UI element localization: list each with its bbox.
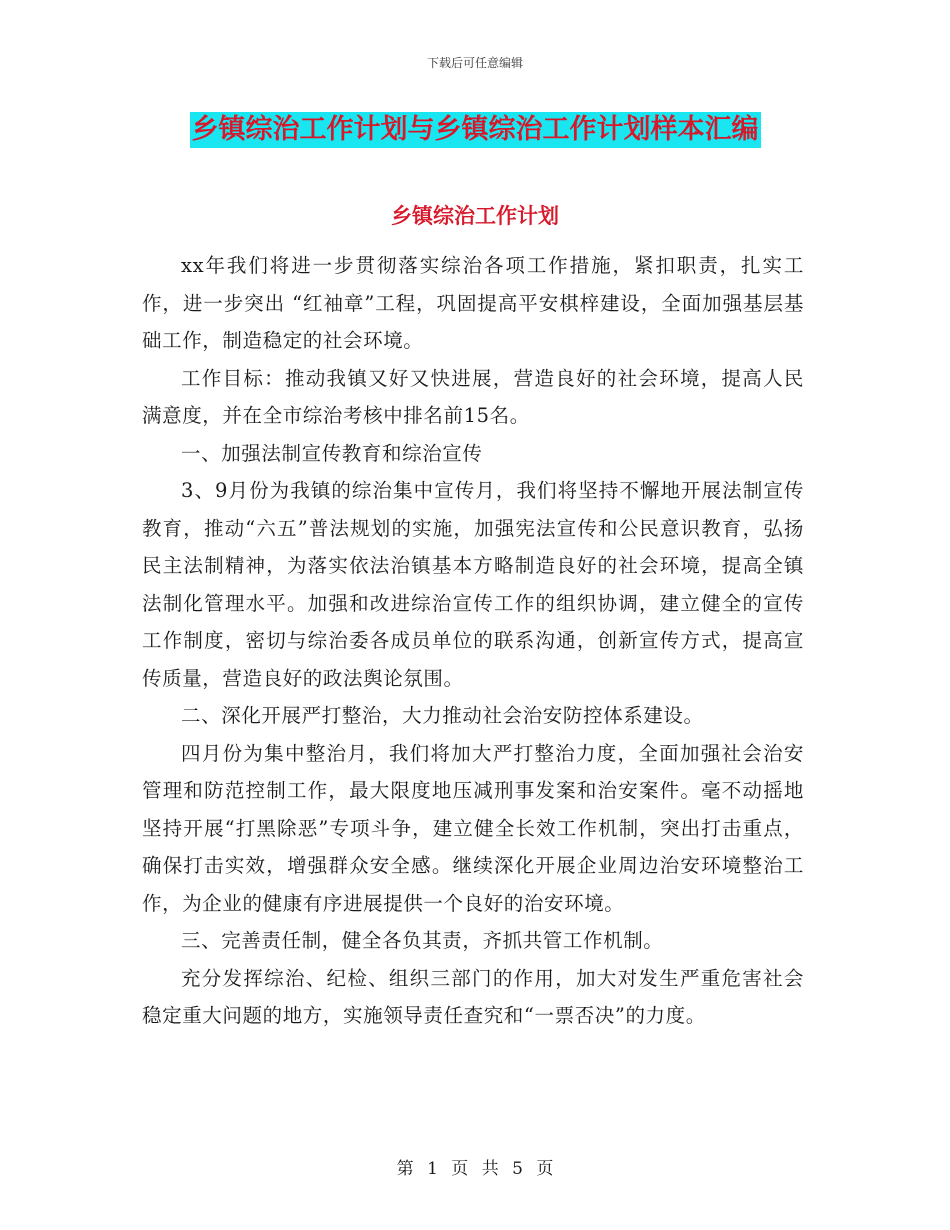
footer-current-page: 1 [427, 1159, 438, 1179]
footer-suffix: 页 [536, 1159, 554, 1179]
heading-one: 一、加强法制宣传教育和综治宣传 [181, 441, 483, 465]
paragraph-one: 3、9月份为我镇的综治集中宣传月，我们将坚持不懈地开展法制宣传教育，推动“六五”普法规划的实施，加强宪法宣传和公民意识教育，弘扬民主法制精神，为落实依法治镇基本方略制造良好的社会环境，提高全镇法制化管理水平。加强和改进综治宣传工作的组织协调，建立健全的宣传工作制度，密切与综治委各成员单位的联系沟通，创新宣传方式，提高宣传质量，营造良好的政法舆论氛围。 [142, 479, 804, 690]
paragraph-three: 充分发挥综治、纪检、组织三部门的作用，加大对发生严重危害社会稳定重大问题的地方，实施领导责任查究和“一票否决”的力度。 [142, 966, 804, 1027]
header-note: 下载后可任意编辑 [426, 56, 523, 70]
footer-prefix: 第 [396, 1159, 414, 1179]
paragraph-two: 四月份为集中整治月，我们将加大严打整治力度，全面加强社会治安管理和防范控制工作，最大限度地压减刑事发案和治安案件。毫不动摇地坚持开展“打黑除恶”专项斗争，建立健全长效工作机制，突出打击重点，确保打击实效，增强群众安全感。继续深化开展企业周边治安环境整治工作，为企业的健康有序进展提供一个良好的治安环境。 [142, 741, 804, 915]
heading-two: 二、深化开展严打整治，大力推动社会治安防控体系建设。 [181, 704, 704, 727]
main-title-wrap [0, 112, 950, 148]
footer-total-prefix: 共 [481, 1159, 499, 1179]
document-body [142, 247, 804, 1035]
heading-three: 三、完善责任制，健全各负其责，齐抓共管工作机制。 [181, 929, 664, 952]
footer-mid: 页 [451, 1159, 469, 1179]
footer-total-pages: 5 [512, 1159, 523, 1179]
main-title: 乡镇综治工作计划与乡镇综治工作计划样本汇编 [190, 112, 761, 148]
paragraph-goal: 工作目标：推动我镇又好又快进展，营造良好的社会环境，提高人民满意度，并在全市综治考核中排名前15名。 [142, 366, 804, 427]
page-footer [0, 1154, 950, 1179]
section-title: 乡镇综治工作计划 [391, 204, 559, 228]
paragraph-intro: xx年我们将进一步贯彻落实综治各项工作措施，紧扣职责，扎实工作，进一步突出 “红袖章”工程，巩固提高平安棋梓建设，全面加强基层基础工作，制造稳定的社会环境。 [142, 254, 804, 352]
